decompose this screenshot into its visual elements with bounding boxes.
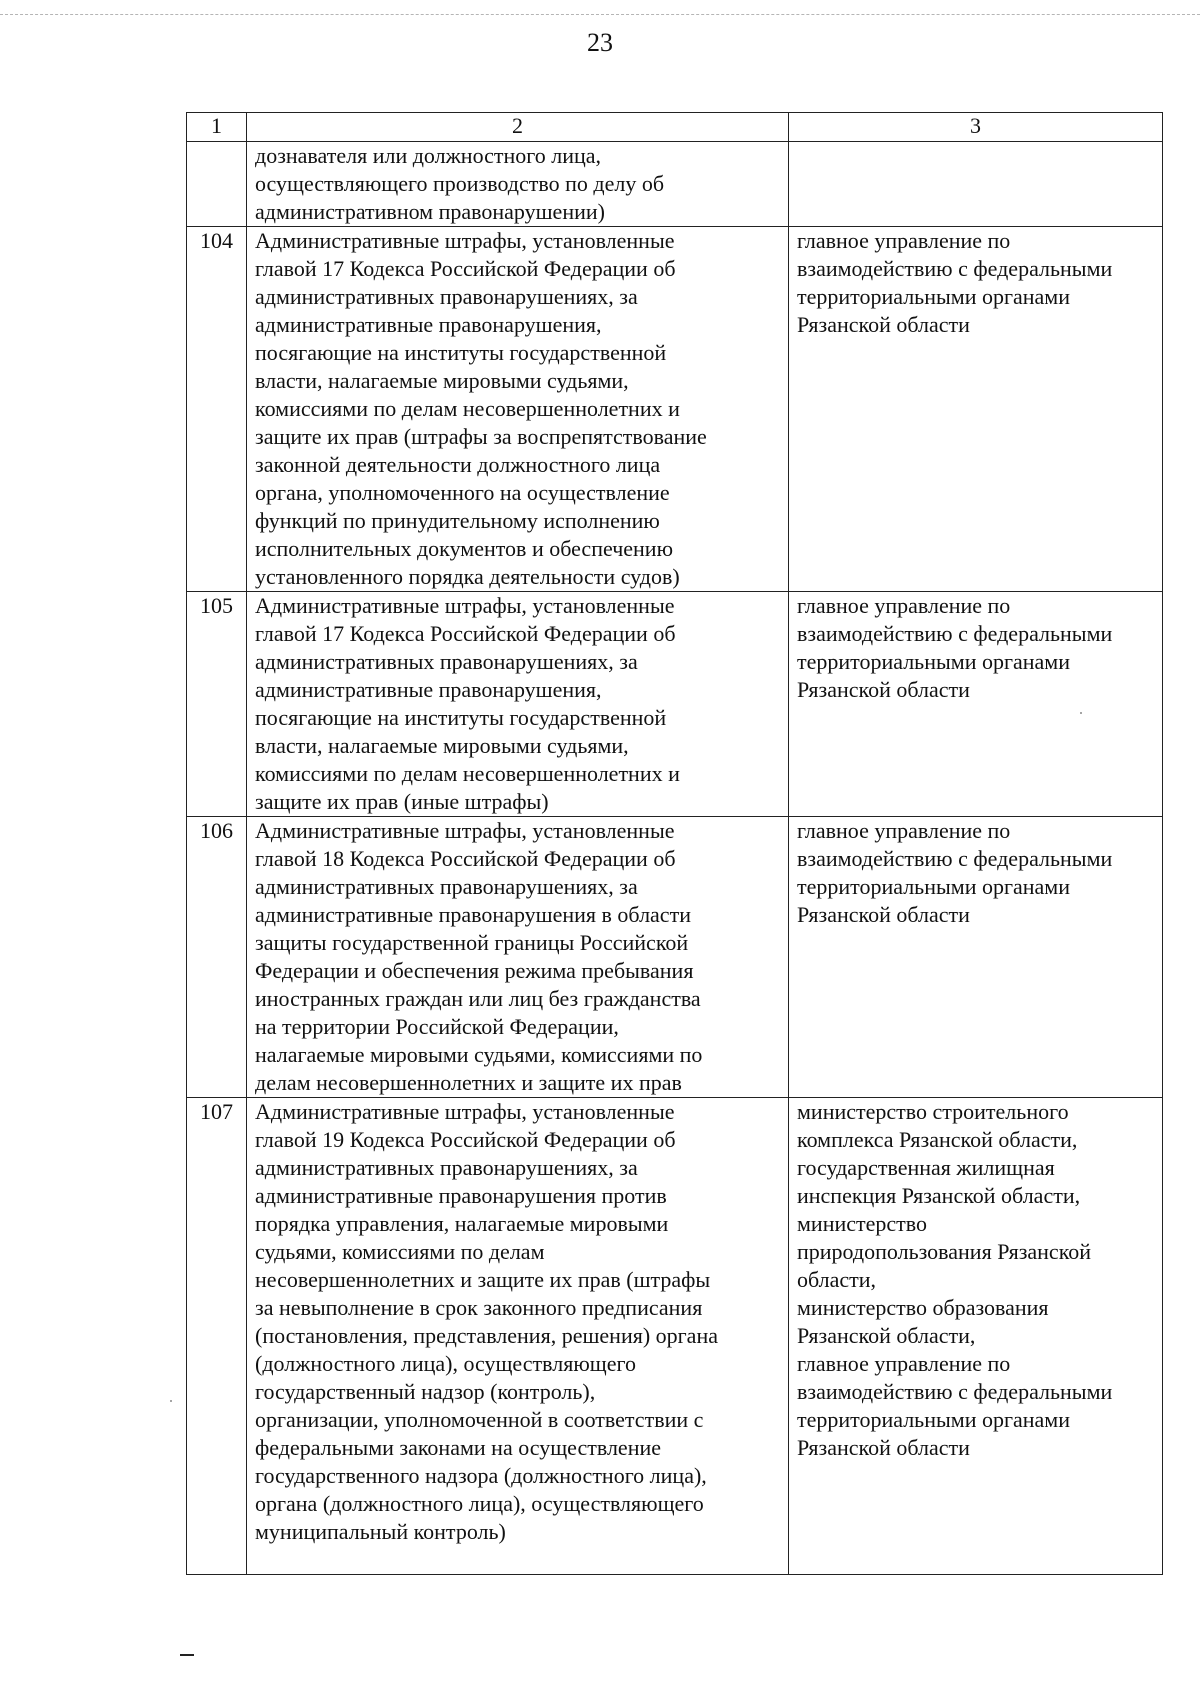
row-number: 105: [187, 592, 247, 817]
table-row: [187, 1098, 1163, 1575]
scan-speck: [170, 1400, 172, 1402]
description-line: государственного надзора (должностного лица),: [255, 1463, 707, 1488]
description-line: административные правонарушения в области: [255, 902, 691, 927]
row-number: 104: [187, 227, 247, 592]
authority-line: главное управление по: [797, 228, 1011, 253]
authority-line: взаимодействию с федеральными: [797, 621, 1113, 646]
description-line: главой 19 Кодекса Российской Федерации об: [255, 1127, 676, 1152]
description-line: порядка управления, налагаемые мировыми: [255, 1211, 669, 1236]
description-line: судьями, комиссиями по делам: [255, 1239, 545, 1264]
description-line: Административные штрафы, установленные: [255, 818, 675, 843]
description-line: Федерации и обеспечения режима пребывания: [255, 958, 694, 983]
description-line: Административные штрафы, установленные: [255, 1099, 675, 1124]
description-line: государственный надзор (контроль),: [255, 1379, 596, 1404]
page-number: 23: [587, 28, 613, 57]
header-col-1: 1: [187, 113, 247, 142]
description-line: главой 18 Кодекса Российской Федерации об: [255, 846, 676, 871]
description-line: административных правонарушениях, за: [255, 284, 638, 309]
row-description: [247, 592, 789, 817]
table-header-row: [187, 113, 1163, 142]
description-line: защите их прав (иные штрафы): [255, 789, 549, 814]
authority-line: Рязанской области: [797, 902, 970, 927]
description-line: Административные штрафы, установленные: [255, 593, 675, 618]
description-line: исполнительных документов и обеспечению: [255, 536, 673, 561]
scan-edge-line: [0, 14, 1200, 17]
description-line: главой 17 Кодекса Российской Федерации об: [255, 621, 676, 646]
description-line: федеральными законами на осуществление: [255, 1435, 662, 1460]
authority-line: Рязанской области: [797, 1435, 970, 1460]
description-line: административных правонарушениях, за: [255, 649, 638, 674]
authority-line: министерство образования: [797, 1295, 1049, 1320]
description-line: административных правонарушениях, за: [255, 1155, 638, 1180]
description-line: на территории Российской Федерации,: [255, 1014, 619, 1039]
authority-line: Рязанской области: [797, 677, 970, 702]
header-col-2: 2: [247, 113, 789, 142]
description-line: делам несовершеннолетних и защите их прав: [255, 1070, 682, 1095]
row-authority: [789, 142, 1163, 227]
authority-line: главное управление по: [797, 1351, 1011, 1376]
description-line: иностранных граждан или лиц без гражданства: [255, 986, 701, 1011]
row-authority: [789, 227, 1163, 592]
document-table: [186, 112, 1163, 1575]
authority-line: министерство строительного: [797, 1099, 1069, 1124]
description-line: (должностного лица), осуществляющего: [255, 1351, 636, 1376]
description-line: за невыполнение в срок законного предписания: [255, 1295, 703, 1320]
row-authority: [789, 592, 1163, 817]
authority-line: взаимодействию с федеральными: [797, 846, 1113, 871]
description-line: налагаемые мировыми судьями, комиссиями по: [255, 1042, 703, 1067]
row-number: 106: [187, 817, 247, 1098]
description-line: осуществляющего производство по делу об: [255, 171, 665, 196]
table-row: [187, 592, 1163, 817]
description-line: административные правонарушения,: [255, 312, 602, 337]
description-line: несовершеннолетних и защите их прав (штрафы: [255, 1267, 711, 1292]
row-number: [187, 142, 247, 227]
row-number: 107: [187, 1098, 247, 1575]
row-authority: [789, 817, 1163, 1098]
description-line: функций по принудительному исполнению: [255, 508, 660, 533]
authority-line: главное управление по: [797, 818, 1011, 843]
authority-line: государственная жилищная: [797, 1155, 1055, 1180]
authority-line: взаимодействию с федеральными: [797, 256, 1113, 281]
row-description: [247, 1098, 789, 1575]
description-line: органа, уполномоченного на осуществление: [255, 480, 670, 505]
description-line: власти, налагаемые мировыми судьями,: [255, 368, 629, 393]
description-line: комиссиями по делам несовершеннолетних и: [255, 761, 680, 786]
scan-speck: [1080, 712, 1082, 714]
footer-dash: [180, 1654, 194, 1656]
authority-line: инспекция Рязанской области,: [797, 1183, 1081, 1208]
description-line: власти, налагаемые мировыми судьями,: [255, 733, 629, 758]
description-line: (постановления, представления, решения) органа: [255, 1323, 718, 1348]
authority-line: природопользования Рязанской: [797, 1239, 1092, 1264]
authority-line: территориальными органами: [797, 1407, 1070, 1432]
description-line: муниципальный контроль): [255, 1519, 506, 1544]
table-row: [187, 817, 1163, 1098]
description-line: административные правонарушения,: [255, 677, 602, 702]
description-line: защиты государственной границы Российской: [255, 930, 689, 955]
description-line: посягающие на институты государственной: [255, 705, 667, 730]
authority-line: главное управление по: [797, 593, 1011, 618]
description-line: комиссиями по делам несовершеннолетних и: [255, 396, 680, 421]
authority-line: взаимодействию с федеральными: [797, 1379, 1113, 1404]
description-line: организации, уполномоченной в соответствии с: [255, 1407, 704, 1432]
authority-line: территориальными органами: [797, 284, 1070, 309]
description-line: органа (должностного лица), осуществляющего: [255, 1491, 704, 1516]
row-authority: [789, 1098, 1163, 1575]
row-description: [247, 227, 789, 592]
description-line: административные правонарушения против: [255, 1183, 667, 1208]
description-line: главой 17 Кодекса Российской Федерации об: [255, 256, 676, 281]
description-line: защите их прав (штрафы за воспрепятствование: [255, 424, 707, 449]
authority-line: Рязанской области,: [797, 1323, 976, 1348]
authority-line: области,: [797, 1267, 877, 1292]
authority-line: Рязанской области: [797, 312, 970, 337]
description-line: административных правонарушениях, за: [255, 874, 638, 899]
description-line: дознавателя или должностного лица,: [255, 143, 602, 168]
description-line: законной деятельности должностного лица: [255, 452, 661, 477]
authority-line: комплекса Рязанской области,: [797, 1127, 1078, 1152]
row-description: [247, 142, 789, 227]
description-line: посягающие на институты государственной: [255, 340, 667, 365]
header-col-3: 3: [789, 113, 1163, 142]
row-description: [247, 817, 789, 1098]
description-line: установленного порядка деятельности судов): [255, 564, 680, 589]
table-row: [187, 142, 1163, 227]
authority-line: территориальными органами: [797, 649, 1070, 674]
description-line: Административные штрафы, установленные: [255, 228, 675, 253]
table-row: [187, 227, 1163, 592]
authority-line: территориальными органами: [797, 874, 1070, 899]
authority-line: министерство: [797, 1211, 928, 1236]
description-line: административном правонарушении): [255, 199, 605, 224]
